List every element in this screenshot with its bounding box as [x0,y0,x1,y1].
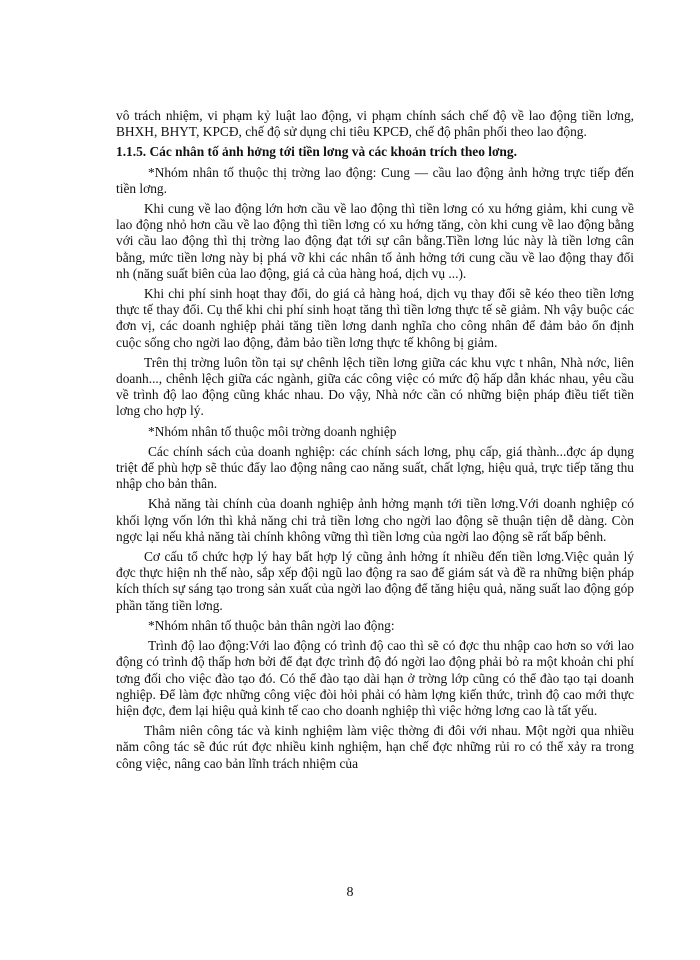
paragraph-supply-demand: Khi cung về lao động lớn hơn cầu về lao động thì tiền lơng có xu hớng giảm, khi cung về lao động nhỏ hơn cầu về lao động thì tiền lơng có xu hớng tăng, còn khi cung về lao động bằng với cầu lao động thì thị trờng lao động đạt tới sự cân bằng.Tiền lơng lúc này là tiền lơng cân bằng, mức tiền lơng này bị phá vỡ khi các nhân tố ảnh hởng tới cung cầu về lao động thay đổi nh (năng suất biên của lao động, giá cả của hàng hoá, dịch vụ ...). [116,201,634,281]
paragraph-enterprise-group: *Nhóm nhân tố thuộc môi trờng doanh nghiệp [148,423,397,439]
paragraph-policies: Các chính sách của doanh nghiệp: các chính sách lơng, phụ cấp, giá thành...đợc áp dụng triệt để phù hợp sẽ thúc đẩy lao động nâng cao năng suất, chất lợng, hiệu quả, trực tiếp tăng thu nhập cho bản thân. [116,443,634,492]
paragraph-worker-group: *Nhóm nhân tố thuộc bản thân ngời lao động: [148,617,395,633]
paragraph-wage-gap: Trên thị trờng luôn tồn tại sự chênh lệch tiền lơng giữa các khu vực t nhân, Nhà nớc, liên doanh..., chênh lệch giữa các ngành, giữa các công việc có mức độ hấp dẫn khác nhau, yêu cầu về trình độ lao động cũng khác nhau. Do vậy, Nhà nớc cần có những biện pháp điều tiết tiền lơng cho hợp lý. [116,354,634,419]
body-text [116,108,634,776]
paragraph-living-cost: Khi chi phí sinh hoạt thay đổi, do giá cả hàng hoá, dịch vụ thay đổi sẽ kéo theo tiền lơng thực tế thay đổi. Cụ thể khi chi phí sinh hoạt tăng thì tiền lơng thực tế sẽ giảm. Nh vậy buộc các đơn vị, các doanh nghiệp phải tăng tiền lơng danh nghĩa cho công nhân để đảm bảo ổn định cuộc sống cho ngời lao động, đảm bảo tiền lơng thực tế không bị giảm. [116,286,634,350]
section-heading: 1.1.5. Các nhân tố ảnh hởng tới tiền lơng và các khoản trích theo lơng. [116,144,517,160]
page-number: 8 [346,885,354,900]
paragraph-finance: Khả năng tài chính của doanh nghiệp ảnh hởng mạnh tới tiền lơng.Với doanh nghiệp có khối lợng vốn lớn thì khả năng chi trả tiền lơng cho ngời lao động sẽ thuận tiện dễ dàng. Còn ngợc lại nếu khả năng tài chính không vững thì tiền lơng của ngời lao động sẽ rất bấp bênh. [116,496,634,544]
paragraph-structure: Cơ cấu tổ chức hợp lý hay bất hợp lý cũng ảnh hởng ít nhiều đến tiền lơng.Việc quản lý đợc thực hiện nh thế nào, sắp xếp đội ngũ lao động ra sao để giám sát và đề ra những biện pháp kích thích sự sáng tạo trong sản xuất của ngời lao động để tăng hiệu quả, năng suất lao động góp phần tăng tiền lơng. [116,549,634,613]
paragraph-1: vô trách nhiệm, vi phạm kỷ luật lao động, vi phạm chính sách chế độ về lao động tiền lơng, BHXH, BHYT, KPCĐ, chế độ sử dụng chi tiêu KPCĐ, chế độ phân phối theo lao động. [116,108,634,140]
paragraph-market-group: *Nhóm nhân tố thuộc thị trờng lao động: Cung — cầu lao động ảnh hởng trực tiếp đến tiền lơng. [116,164,634,196]
paragraph-skill-level: Trình độ lao động:Với lao động có trình độ cao thì sẽ có đợc thu nhập cao hơn so với lao động có trình độ thấp hơn bởi để đạt đợc trình độ đó ngời lao động phải bỏ ra một khoản chi phí tơng đối cho việc đào tạo đó. Có thể đào tạo dài hạn ở trờng lớp cũng có thể đào tạo tại doanh nghiệp. Để làm đợc những công việc đòi hỏi phải có hàm lợng kiến thức, trình độ cao mới thực hiện đợc, đem lại hiệu quả kinh tế cao cho doanh nghiệp thì việc hởng lơng cao là tất yếu. [116,638,634,718]
paragraph-seniority: Thâm niên công tác và kinh nghiệm làm việc thờng đi đôi với nhau. Một ngời qua nhiều năm công tác sẽ đúc rút đợc nhiều kinh nghiệm, hạn chế đợc những rủi ro có thể xảy ra trong công việc, nâng cao bản lĩnh trách nhiệm của [116,723,634,771]
